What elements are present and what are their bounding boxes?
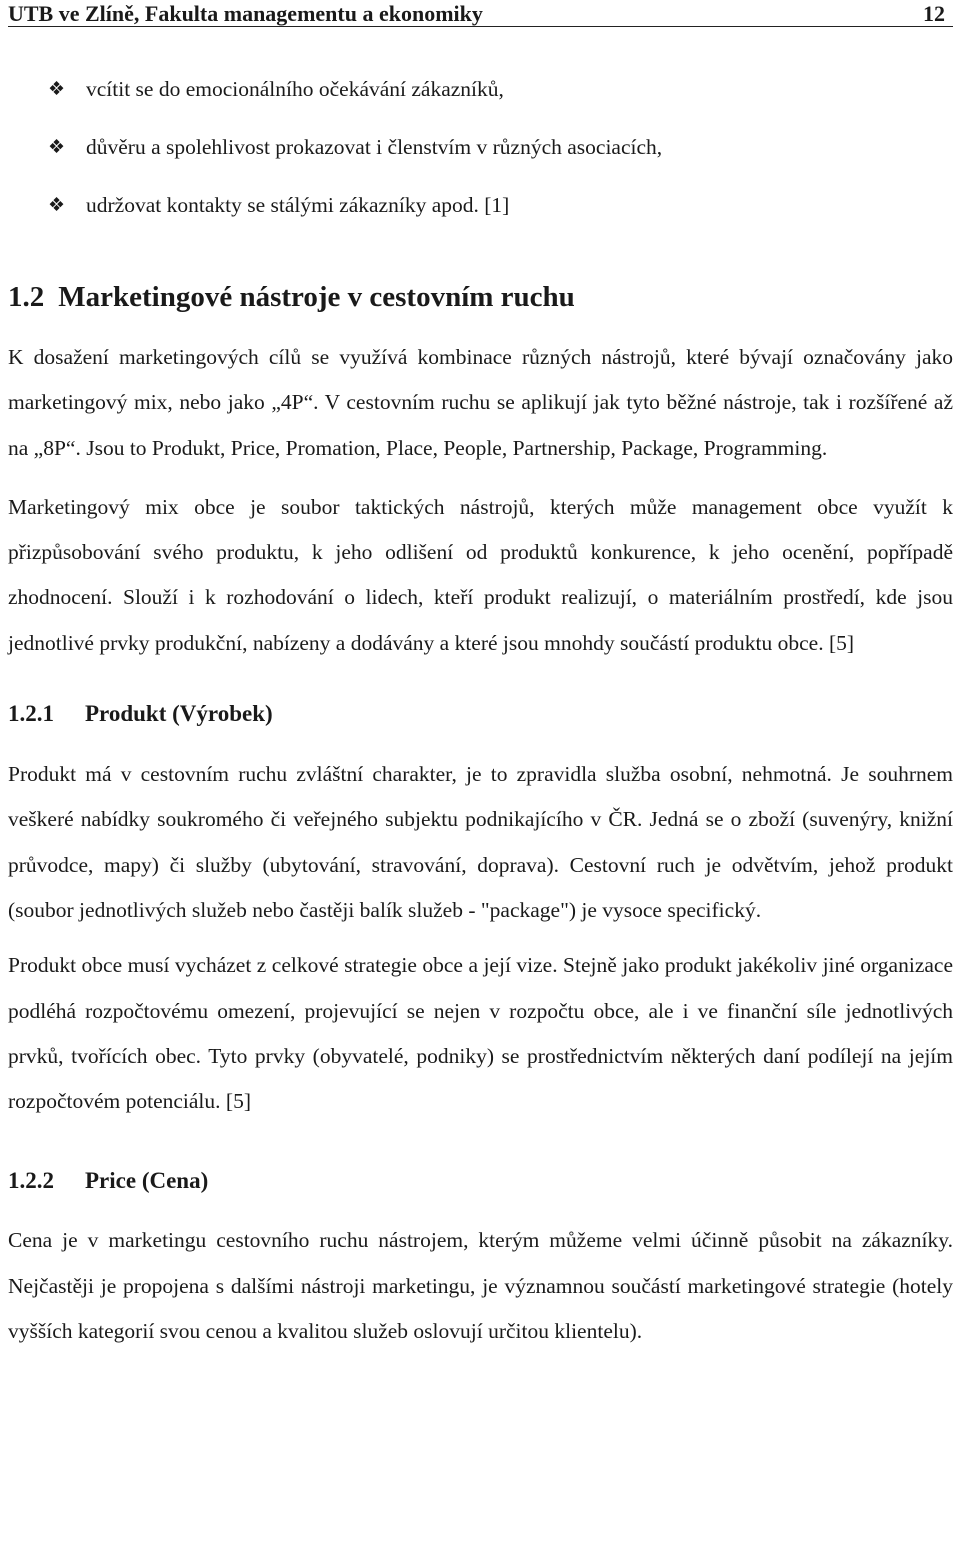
section-heading <box>8 281 953 313</box>
four-diamond-bullet-icon: ❖ <box>48 137 66 158</box>
list-item <box>8 133 953 162</box>
subsection-title: Price (Cena) <box>85 1168 209 1194</box>
list-item <box>8 75 953 104</box>
page-number: 12 <box>923 1 945 26</box>
header-title: UTB ve Zlíně, Fakulta managementu a ekonomiky <box>8 1 483 26</box>
subsection-number: 1.2.2 <box>8 1168 54 1194</box>
section-number: 1.2 <box>8 281 45 313</box>
list-item <box>8 191 953 220</box>
paragraph-municipal-mix: Marketingový mix obce je soubor taktických nástrojů, kterých může management obce využít k přizpůsobování svého produktu, k jeho odlišení od produktů konkurence, k jeho ocenění, popřípadě zhodnocení. Slouží i k rozhodování o lidech, kteří produkt realizují, o materiálním prostředí, kde jsou jednotlivé prvky produkční, nabízeny a dodávány a které jsou mnohdy součástí produktu obce. [5] <box>8 494 953 655</box>
bullet-text: udržovat kontakty se stálými zákazníky apod. [1] <box>86 193 510 217</box>
paragraph-price: Cena je v marketingu cestovního ruchu nástrojem, kterým můžeme velmi účinně působit na zákazníky. Nejčastěji je propojena s dalšími nástroji marketingu, je významnou součástí marketingové strategie (hotely vyšších kategorií svou cenou a kvalitou služeb oslovují určitou klientelu). <box>8 1228 953 1344</box>
section-title: Marketingové nástroje v cestovním ruchu <box>58 281 575 313</box>
subsection-number: 1.2.1 <box>8 701 54 727</box>
paragraph-municipal-product: Produkt obce musí vycházet z celkové strategie obce a její vize. Stejně jako produkt jakékoliv jiné organizace podléhá rozpočtovému omezení, projevující se nejen v rozpočtu obce, ale i ve finanční síle jednotlivých prvků, tvořících obec. Tyto prvky (obyvatelé, podniky) se prostřednictvím některých daní podílejí na jejím rozpočtovém potenciálu. [5] <box>8 953 953 1114</box>
subsection-heading-product <box>8 700 953 728</box>
four-diamond-bullet-icon: ❖ <box>48 79 66 100</box>
four-diamond-bullet-icon: ❖ <box>48 195 66 216</box>
page-header <box>8 0 953 27</box>
bullet-text: vcítit se do emocionálního očekávání zákazníků, <box>86 77 504 101</box>
paragraph-product: Produkt má v cestovním ruchu zvláštní charakter, je to zpravidla služba osobní, nehmotná. Je souhrnem veškeré nabídky soukromého či veřejného subjektu podnikajícího v ČR. Jedná se o zboží (suvenýry, knižní průvodce, mapy) či služby (ubytování, stravování, doprava). Cestovní ruch je odvětvím, jehož produkt (soubor jednotlivých služeb nebo častěji balík služeb - "package") je vysoce specifický. <box>8 762 953 922</box>
bullet-list <box>8 75 953 220</box>
subsection-title: Produkt (Výrobek) <box>85 701 273 727</box>
bullet-text: důvěru a spolehlivost prokazovat i členstvím v různých asociacích, <box>86 135 663 159</box>
paragraph-marketing-mix: K dosažení marketingových cílů se využívá kombinace různých nástrojů, které bývají označovány jako marketingový mix, nebo jako „4P“. V cestovním ruchu se aplikují jak tyto běžné nástroje, tak i rozšířené až na „8P“. Jsou to Produkt, Price, Promation, Place, People, Partnership, Package, Programming. <box>8 345 953 460</box>
subsection-heading-price <box>8 1167 953 1195</box>
